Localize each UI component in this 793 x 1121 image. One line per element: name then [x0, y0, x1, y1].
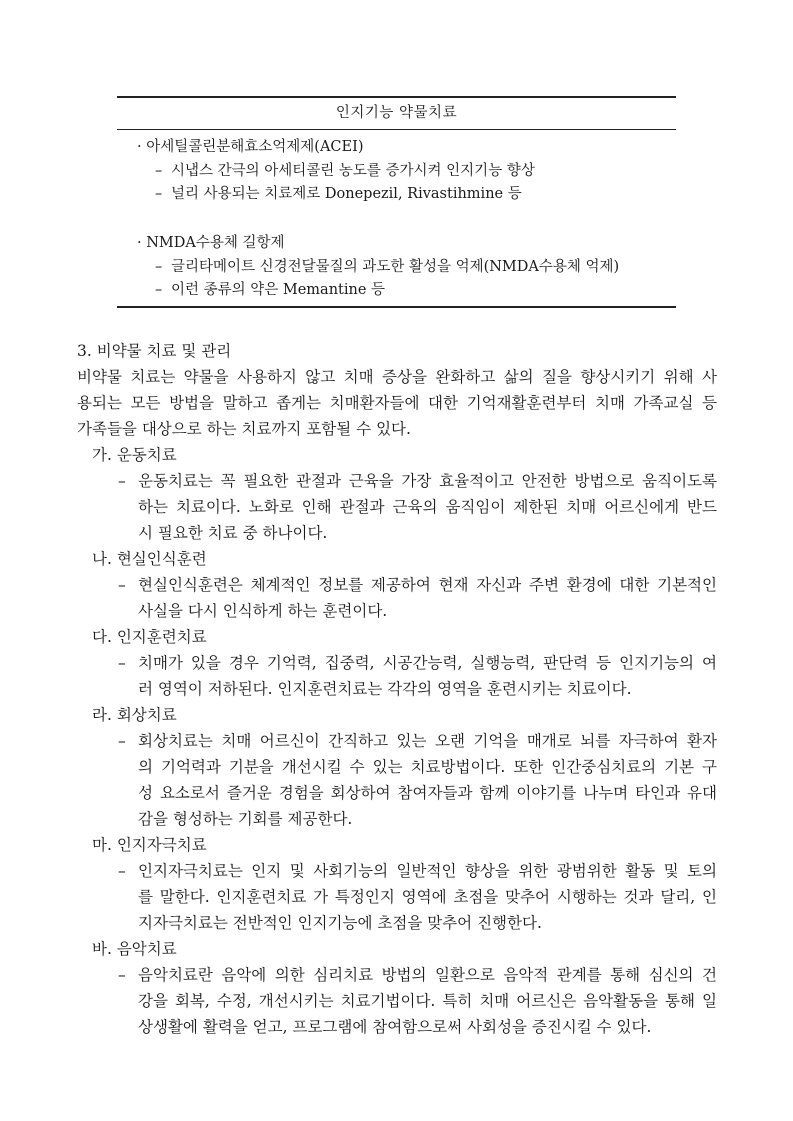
item-line: 러 영역이 저하된다. 인지훈련치료는 각각의 영역을 훈련시키는 치료이다.: [138, 680, 632, 698]
item-line-text: 인지자극치료는 인지 및 사회기능의 일반적인 향상을 위한 광범위한 활동 및 토의: [138, 862, 717, 880]
dash-marker: –: [118, 862, 126, 880]
item-line: [77, 468, 717, 494]
item-line: 성 요소로서 즐거운 경험을 회상하여 참여자들과 함께 이야기를 나누며 타인과 유대: [138, 784, 717, 802]
box-item-text: 시냅스 간극의 아세티콜린 농도를 증가시켜 인지기능 향상: [171, 162, 535, 179]
item-title-cognitive-training: 다. 인지훈련치료: [92, 628, 207, 646]
box-group-item: [117, 160, 676, 184]
intro-line: 비약물 치료는 약물을 사용하지 않고 치매 증상을 완화하고 삶의 질을 향상시키기 위해 사: [77, 368, 717, 386]
dash-marker: –: [118, 576, 126, 594]
dash-marker: –: [155, 282, 163, 298]
non-drug-treatment-section: [77, 338, 717, 1040]
item-line: 사실을 다시 인식하게 하는 훈련이다.: [138, 602, 388, 620]
box-item-text: 이런 종류의 약은 Memantine 등: [171, 282, 386, 298]
dash-marker: –: [118, 732, 126, 750]
item-line-text: 음악치료란 음악에 의한 심리치료 방법의 일환으로 음악적 관계를 통해 심신의 건: [138, 966, 717, 984]
dash-marker: –: [155, 186, 163, 202]
box-group-item: [117, 279, 676, 303]
item-line: [77, 650, 717, 676]
intro-line: 가족들을 대상으로 하는 치료까지 포함될 수 있다.: [77, 420, 411, 438]
item-line: [77, 572, 717, 598]
item-line-text: 운동치료는 꼭 필요한 관절과 근육을 가장 효율적이고 안전한 방법으로 움직이도록: [138, 472, 717, 490]
box-group-item: [117, 183, 676, 207]
dash-marker: –: [155, 258, 163, 275]
dash-marker: –: [118, 654, 126, 672]
box-group-nmda: [117, 232, 676, 303]
item-title-exercise: 가. 운동치료: [92, 446, 177, 464]
item-line: [77, 728, 717, 754]
box-item-text: 글리타메이트 신경전달물질의 과도한 활성을 억제(NMDA수용체 억제): [171, 258, 620, 275]
box-group-head: · NMDA수용체 길항제: [137, 235, 285, 251]
item-line-text: 현실인식훈련은 체계적인 정보를 제공하여 현재 자신과 주변 환경에 대한 기본적인: [138, 576, 717, 594]
item-line: [77, 858, 717, 884]
item-line: 강을 회복, 수정, 개선시키는 치료기법이다. 특히 치매 어르신은 음악활동을 통해 일: [138, 992, 717, 1010]
item-title-music-therapy: 바. 음악치료: [92, 940, 177, 958]
section-heading: 3. 비약물 치료 및 관리: [77, 342, 232, 360]
item-title-cognitive-stimulation: 마. 인지자극치료: [92, 836, 207, 854]
box-group-head: · 아세틸콜린분해효소억제제(ACEI): [137, 139, 364, 155]
item-line: 상생활에 활력을 얻고, 프로그램에 참여함으로써 사회성을 증진시킬 수 있다.: [138, 1018, 652, 1036]
item-line: [77, 962, 717, 988]
box-item-text: 널리 사용되는 치료제로 Donepezil, Rivastihmine 등: [171, 186, 522, 202]
box-group-item: [117, 256, 676, 280]
item-line: 의 기억력과 기분을 개선시킬 수 있는 치료방법이다. 또한 인간중심치료의 기본 구: [138, 758, 717, 776]
dash-marker: –: [118, 472, 126, 490]
box-group-acei: [117, 136, 676, 207]
item-line-text: 치매가 있을 경우 기억력, 집중력, 시공간능력, 실행능력, 판단력 등 인지기능의 여: [138, 654, 717, 672]
intro-line: 용되는 모든 방법을 말하고 좁게는 치매환자들에 대한 기억재활훈련부터 치매 가족교실 등: [77, 394, 717, 412]
dash-marker: –: [118, 966, 126, 984]
item-title-reality-orientation: 나. 현실인식훈련: [92, 550, 207, 568]
drug-treatment-box: [117, 96, 676, 308]
box-title: 인지기능 약물치료: [117, 98, 676, 130]
item-line: 시 필요한 치료 중 하나이다.: [138, 524, 328, 542]
item-line: 감을 형성하는 기회를 제공한다.: [138, 810, 353, 828]
dash-marker: –: [155, 162, 163, 179]
item-line: 하는 치료이다. 노화로 인해 관절과 근육의 움직임이 제한된 치매 어르신에게 반드: [138, 498, 717, 516]
item-line: 를 말한다. 인지훈련치료 가 특정인지 영역에 초점을 맞추어 시행하는 것과 달리, 인: [138, 888, 717, 906]
item-line-text: 회상치료는 치매 어르신이 간직하고 있는 오랜 기억을 매개로 뇌를 자극하여 환자: [138, 732, 717, 750]
item-line: 지자극치료는 전반적인 인지기능에 초점을 맞추어 진행한다.: [138, 914, 542, 932]
item-title-reminiscence: 라. 회상치료: [92, 706, 177, 724]
